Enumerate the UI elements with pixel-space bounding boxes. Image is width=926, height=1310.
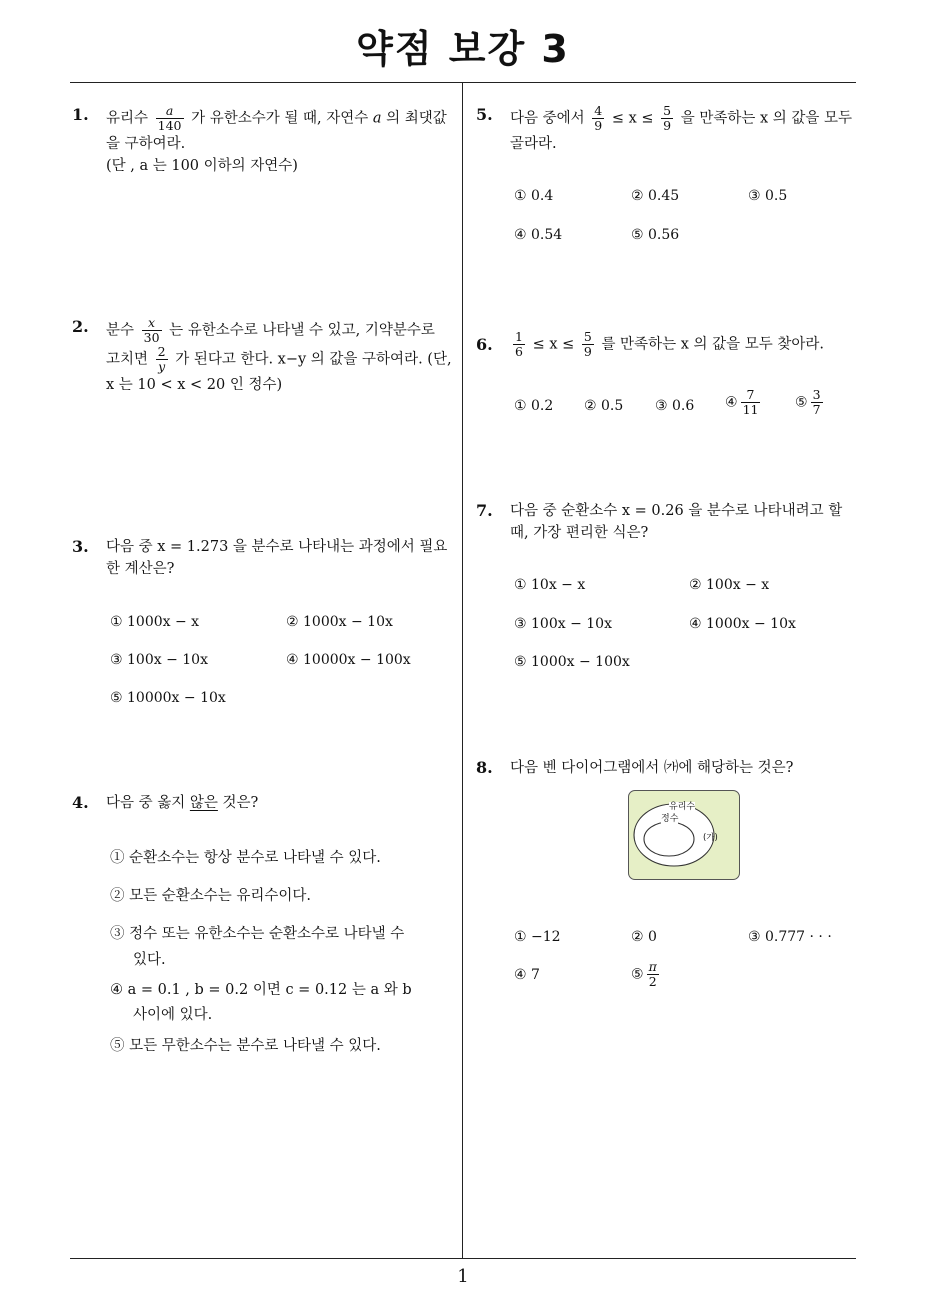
question-2: 2. 분수 $\frac{x}{30}$ 는 유한소수로 나타낼 수 있고, 기약분수로 고치면 $\frac{2}{y}$ 가 된다고 한다. x−y 의 값을 구하여라. (단, x 는 10 < x < 20 인 정수) [72,315,452,393]
q6-option-3[interactable]: ③ 0.6 [655,398,695,414]
q4-option-4[interactable]: ④ a = 0.1 , b = 0.2 이면 c = 0.12 는 a 와 b [110,982,412,998]
q8-option-4[interactable]: ④ 7 [514,967,540,983]
q4-option-3-cont: 있다. [133,952,166,968]
column-divider [462,83,463,1259]
venn-inner-ellipse [644,822,694,856]
q2-fraction: $\frac{x}{30}$ [143,315,160,345]
question-number: 6. [476,335,493,354]
q7-option-5[interactable]: ⑤ 1000x − 100x [514,654,630,670]
q7-option-1[interactable]: ① 10x − x [514,577,586,593]
question-1: 1. 유리수 $\frac{a}{140}$ 가 유한소수가 될 때, 자연수 a 의 최댓값 을 구하여라. (단 , a 는 100 이하의 자연수) [72,103,447,174]
venn-outer-label: 유리수 [669,802,696,812]
q8-option-3[interactable]: ③ 0.777 · · · [748,929,832,945]
q5-fraction-2: $\frac{5}{9}$ [663,103,672,133]
q4-option-3[interactable]: ③ 정수 또는 유한소수는 순환소수로 나타낼 수 [110,926,405,942]
q1-fraction: $\frac{a}{140}$ [157,103,182,133]
q4-option-4-cont: 사이에 있다. [133,1007,213,1023]
q5-option-3[interactable]: ③ 0.5 [748,188,788,204]
q5-option-4[interactable]: ④ 0.54 [514,227,563,243]
q5-option-2[interactable]: ② 0.45 [631,188,680,204]
q7-option-4[interactable]: ④ 1000x − 10x [689,616,796,632]
question-number: 3. [72,537,89,556]
q6-option-5[interactable]: ⑤ $\frac{3}{7}$ [795,387,821,417]
question-3: 3. 다음 중 x = 1.273 을 분수로 나타내는 과정에서 필요 한 계산은? [72,537,448,577]
q3-option-4[interactable]: ④ 10000x − 100x [286,652,411,668]
question-number: 5. [476,105,493,124]
q6-fraction-1: $\frac{1}{6}$ [515,329,523,359]
question-number: 4. [72,793,89,812]
q4-option-1[interactable]: ① 순환소수는 항상 분수로 나타낼 수 있다. [110,850,381,866]
q7-option-3[interactable]: ③ 100x − 10x [514,616,612,632]
venn-inner-label: 정수 [661,814,679,824]
q8-option-2[interactable]: ② 0 [631,929,657,945]
question-7: 7. 다음 중 순환소수 x = 0.26 을 분수로 나타내려고 할 때, 가장 편리한 식은? [476,501,843,541]
q1-note: (단 , a 는 100 이하의 자연수) [106,158,298,174]
q7-option-2[interactable]: ② 100x − x [689,577,770,593]
venn-diagram [628,790,740,880]
page-number: 1 [457,1266,469,1287]
top-rule [70,82,856,83]
q8-option-5[interactable]: ⑤ $\frac{\pi}{2}$ [631,959,657,989]
question-4: 4. 다음 중 옳지 않은 것은? [72,793,259,812]
question-number: 1. [72,105,89,124]
q6-option-2[interactable]: ② 0.5 [584,398,624,414]
q3-option-1[interactable]: ① 1000x − x [110,614,200,630]
question-number: 7. [476,501,493,520]
question-number: 8. [476,758,493,777]
bottom-rule [70,1258,856,1259]
q1-text: 유리수 [106,110,149,127]
q3-option-2[interactable]: ② 1000x − 10x [286,614,393,630]
q2-fraction-2: $\frac{2}{y}$ [157,344,166,374]
q4-option-2[interactable]: ② 모든 순환소수는 유리수이다. [110,888,312,904]
q4-option-5[interactable]: ⑤ 모든 무한소수는 분수로 나타낼 수 있다. [110,1038,381,1054]
q5-option-5[interactable]: ⑤ 0.56 [631,227,680,243]
question-number: 2. [72,317,89,336]
q6-fraction-2: $\frac{5}{9}$ [583,329,592,359]
question-5: 5. 다음 중에서 $\frac{4}{9}$ ≤ x ≤ $\frac{5}{9}$ 을 만족하는 x 의 값을 모두 골라라. [476,103,852,152]
question-8: 8. 다음 벤 다이어그램에서 ㈎에 해당하는 것은? [476,758,794,777]
q3-option-3[interactable]: ③ 100x − 10x [110,652,208,668]
question-6: 6. $\frac{1}{6}$ ≤ x ≤ $\frac{5}{9}$ 를 만족하는 x 의 값을 모두 찾아라. [476,329,824,359]
q8-option-1[interactable]: ① −12 [514,929,561,945]
q5-option-1[interactable]: ① 0.4 [514,188,554,204]
q5-fraction-1: $\frac{4}{9}$ [594,103,603,133]
page-title: 약점 보강 3 [356,27,570,71]
venn-region-mark: (가) [703,833,718,843]
q6-option-1[interactable]: ① 0.2 [514,398,554,414]
underlined-word: 않은 [189,795,218,811]
q6-option-4[interactable]: ④ $\frac{7}{11}$ [725,387,759,417]
q3-option-5[interactable]: ⑤ 10000x − 10x [110,690,226,706]
